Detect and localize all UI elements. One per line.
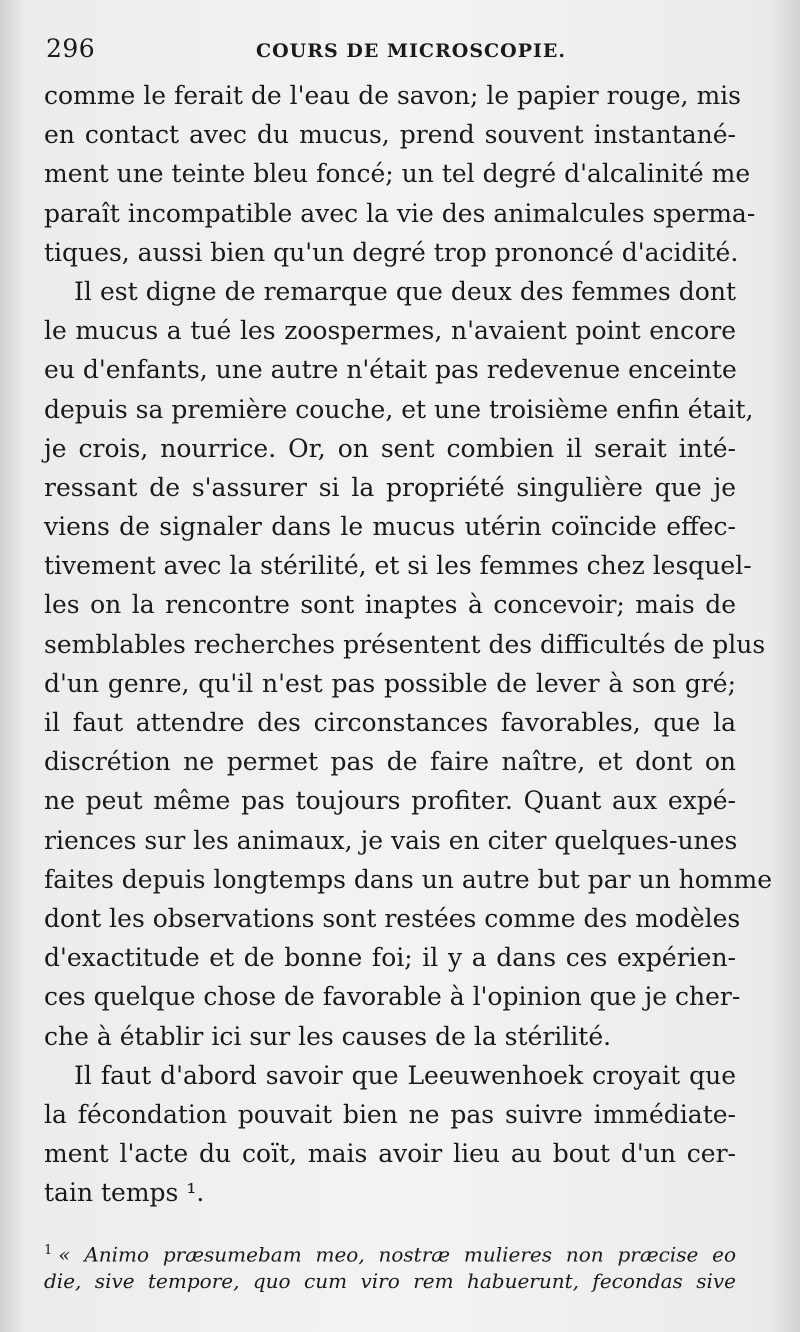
text-line: il faut attendre des circonstances favorables, que la [44, 708, 736, 737]
text-line: eu d'enfants, une autre n'était pas redevenue enceinte [44, 355, 737, 385]
text-line: ment une teinte bleu foncé; un tel degré d'alcalinité me [44, 159, 751, 189]
text-line: discrétion ne permet pas de faire naître, et dont on [44, 747, 736, 777]
text-line: ressant de s'assurer si la propriété singulière que je [44, 472, 736, 502]
text-line: les on la rencontre sont inaptes à concevoir; mais de [44, 590, 736, 620]
text-line: paraît incompatible avec la vie des animalcules sperma- [44, 198, 756, 228]
text-line: comme le ferait de l'eau de savon; le papier rouge, mis [44, 81, 741, 110]
text-line: viens de signaler dans le mucus utérin coïncide effec- [44, 512, 736, 542]
paragraph-start-line: Il est digne de remarque que deux des femmes dont [74, 276, 736, 306]
text-line: ne peut même pas toujours profiter. Quant aux expé- [44, 786, 736, 816]
text-line: semblables recherches présentent des difficultés de plus [44, 629, 766, 659]
footnote-line: die, sive tempore, quo cum viro rem habuerunt, fecondas sive [44, 1269, 736, 1293]
text-line: che à établir ici sur les causes de la stérilité. [44, 1021, 612, 1051]
text-line: le mucus a tué les zoospermes, n'avaient point encore [44, 316, 736, 346]
text-line: depuis sa première couche, et une troisième enfin était, [44, 394, 754, 424]
text-line: en contact avec du mucus, prend souvent instantané- [44, 120, 736, 150]
text-line: je crois, nourrice. Or, on sent combien il serait inté- [44, 433, 736, 463]
text-line: ment l'acte du coït, mais avoir lieu au bout d'un cer- [44, 1139, 736, 1169]
body-text [44, 76, 773, 1212]
text-line: tiques, aussi bien qu'un degré trop prononcé d'acidité. [44, 237, 739, 267]
text-line: ces quelque chose de favorable à l'opinion que je cher- [44, 982, 741, 1012]
text-line: tivement avec la stérilité, et si les femmes chez lesquel- [44, 551, 752, 581]
page-header [46, 34, 734, 74]
text-line: riences sur les animaux, je vais en citer quelques-unes [44, 825, 738, 855]
footnote [44, 1236, 736, 1296]
footnote-marker: 1 [44, 1243, 53, 1258]
text-line: la fécondation pouvait bien ne pas suivre immédiate- [44, 1099, 736, 1129]
text-line: d'exactitude et de bonne foi; il y a dans ces expérien- [44, 943, 736, 973]
paragraph-start-line: Il faut d'abord savoir que Leeuwenhoek croyait que [74, 1060, 736, 1090]
running-title: COURS DE MICROSCOPIE. [256, 40, 566, 62]
text-line: faites depuis longtemps dans un autre but par un homme [44, 864, 773, 894]
text-line: dont les observations sont restées comme des modèles [44, 903, 741, 933]
text-line: tain temps ¹. [44, 1178, 205, 1208]
text-line: d'un genre, qu'il n'est pas possible de lever à son gré; [44, 668, 736, 698]
footnote-line [44, 1236, 736, 1266]
footnote-text: « Animo præsumebam meo, nostræ mulieres non præcise eo [58, 1242, 736, 1267]
page-number: 296 [46, 34, 96, 63]
